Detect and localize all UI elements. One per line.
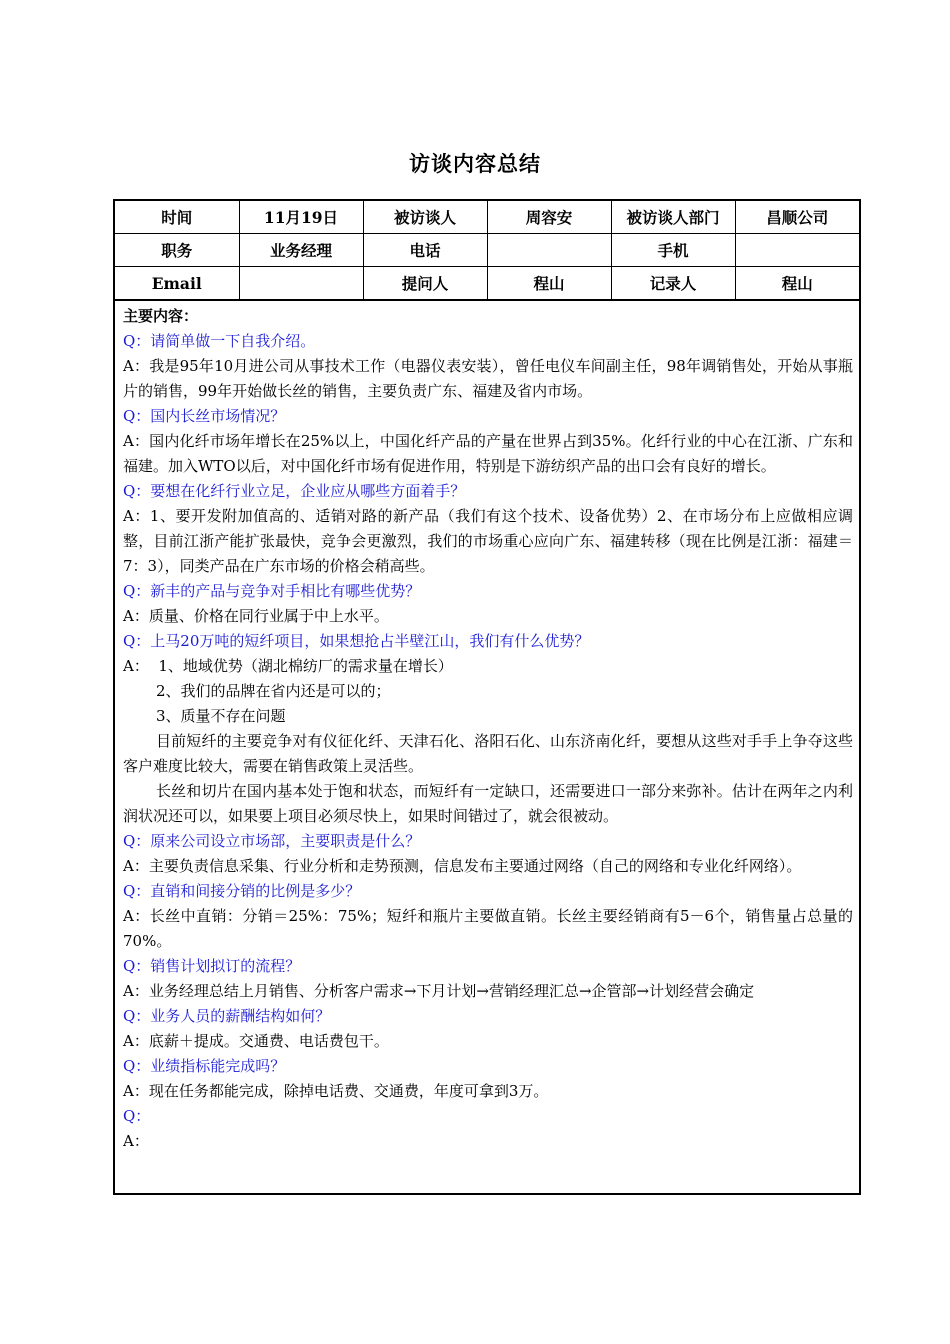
- question: Q：直销和间接分销的比例是多少？: [123, 882, 361, 900]
- question: Q：要想在化纤行业立足，企业应从哪些方面着手？: [123, 482, 466, 500]
- question: Q：销售计划拟订的流程？: [123, 957, 301, 975]
- interviewee-label: 被访谈人: [363, 201, 487, 234]
- table-row: [115, 234, 859, 267]
- answer: 目前短纤的主要竞争对有仪征化纤、天津石化、洛阳石化、山东济南化纤，要想从这些对手手上争夺这些客户难度比较大，需要在销售政策上灵活些。: [123, 732, 853, 775]
- answer: A：业务经理总结上月销售、分析客户需求→下月计划→营销经理汇总→企管部→计划经营会确定: [123, 982, 755, 1000]
- phone-value: [487, 234, 611, 267]
- interview-form: [113, 199, 861, 1195]
- question: Q：业绩指标能完成吗？: [123, 1057, 286, 1075]
- dept-value: 昌顺公司: [735, 201, 859, 234]
- content-section: [115, 300, 859, 1154]
- recorder-value: 程山: [735, 267, 859, 300]
- question: Q：业务人员的薪酬结构如何？: [123, 1007, 331, 1025]
- question: Q：请简单做一下自我介绍。: [123, 332, 316, 350]
- time-label: 时间: [115, 201, 239, 234]
- asker-label: 提问人: [363, 267, 487, 300]
- phone-label: 电话: [363, 234, 487, 267]
- answer: A：质量、价格在同行业属于中上水平。: [123, 607, 389, 625]
- answer: 3、质量不存在问题: [156, 707, 286, 725]
- question: Q：上马20万吨的短纤项目，如果想抢占半壁江山，我们有什么优势？: [123, 632, 590, 650]
- mobile-value: [735, 234, 859, 267]
- answer: A： 1、地域优势（湖北棉纺厂的需求量在增长）: [123, 657, 453, 675]
- answer: A：: [123, 1132, 149, 1150]
- interviewee-value: 周容安: [487, 201, 611, 234]
- answer: A：国内化纤市场年增长在25%以上，中国化纤产品的产量在世界占到35%。化纤行业的中心在江浙、广东和福建。加入WTO以后，对中国化纤市场有促进作用，特别是下游纺织产品的出口会有良好的增长。: [123, 432, 853, 475]
- question: Q：原来公司设立市场部，主要职责是什么？: [123, 832, 421, 850]
- answer: A：长丝中直销：分销＝25%：75%；短纤和瓶片主要做直销。长丝主要经销商有5－6个，销售量占总量的70%。: [123, 907, 853, 950]
- answer: 2、我们的品牌在省内还是可以的；: [156, 682, 391, 700]
- answer: 长丝和切片在国内基本处于饱和状态，而短纤有一定缺口，还需要进口一部分来弥补。估计在两年之内利润状况还可以，如果要上项目必须尽快上，如果时间错过了，就会很被动。: [123, 782, 853, 825]
- question: Q：: [123, 1107, 151, 1125]
- question: Q：新丰的产品与竞争对手相比有哪些优势？: [123, 582, 421, 600]
- table-row: [115, 201, 859, 234]
- recorder-label: 记录人: [611, 267, 735, 300]
- answer: A：1、要开发附加值高的、适销对路的新产品（我们有这个技术、设备优势）2、在市场分布上应做相应调整，目前江浙产能扩张最快，竞争会更激烈，我们的市场重心应向广东、福建转移（现在比例是江浙：福建＝7：3），同类产品在广东市场的价格会稍高些。: [123, 507, 853, 575]
- dept-label: 被访谈人部门: [611, 201, 735, 234]
- time-value: 11月19日: [239, 201, 363, 234]
- answer: A：底薪＋提成。交通费、电话费包干。: [123, 1032, 389, 1050]
- answer: A：主要负责信息采集、行业分析和走势预测，信息发布主要通过网络（自己的网络和专业化纤网络）。: [123, 857, 802, 875]
- email-label: Email: [115, 267, 239, 300]
- answer: A：现在任务都能完成，除掉电话费、交通费，年度可拿到3万。: [123, 1082, 549, 1100]
- position-value: 业务经理: [239, 234, 363, 267]
- table-row: [115, 267, 859, 300]
- position-label: 职务: [115, 234, 239, 267]
- mobile-label: 手机: [611, 234, 735, 267]
- page-title: 访谈内容总结: [409, 152, 541, 176]
- info-table: [115, 201, 859, 300]
- answer: A：我是95年10月进公司从事技术工作（电器仪表安装），曾任电仪车间副主任，98年调销售处，开始从事瓶片的销售，99年开始做长丝的销售，主要负责广东、福建及省内市场。: [123, 357, 853, 400]
- asker-value: 程山: [487, 267, 611, 300]
- content-heading: 主要内容：: [123, 307, 199, 325]
- email-value: [239, 267, 363, 300]
- question: Q：国内长丝市场情况？: [123, 407, 286, 425]
